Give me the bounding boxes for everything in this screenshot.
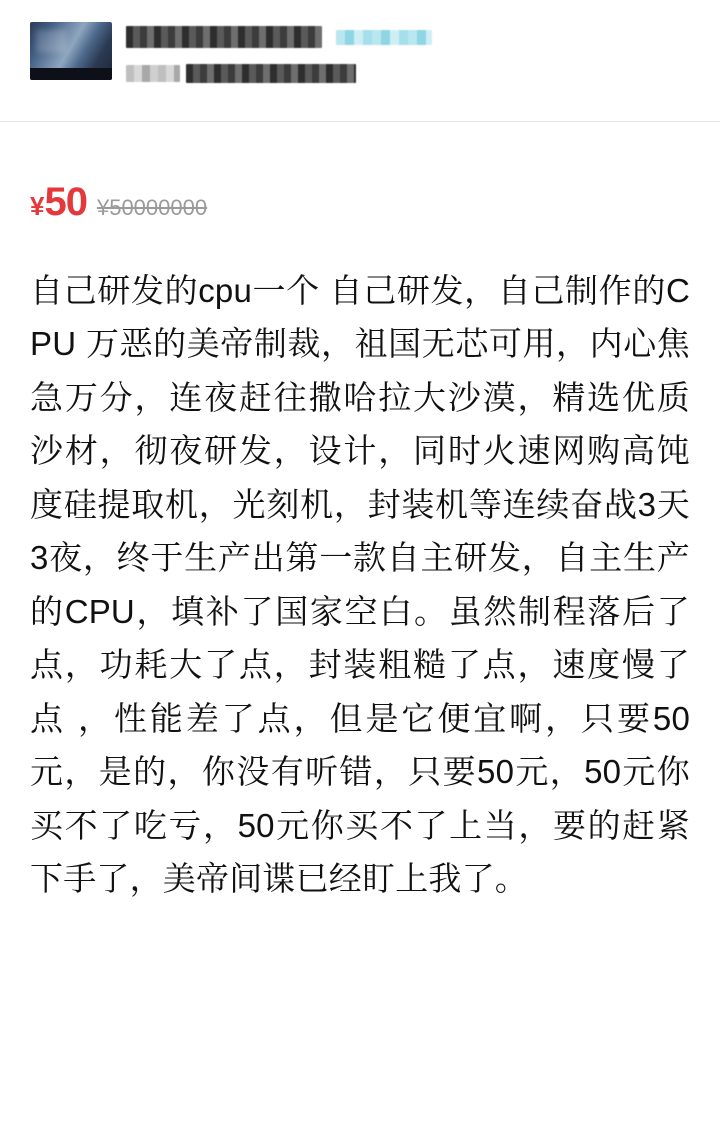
seller-subtitle-redacted	[126, 65, 180, 82]
seller-name-row	[126, 24, 690, 50]
currency-symbol: ¥	[30, 191, 44, 221]
seller-avatar[interactable]	[30, 22, 112, 80]
seller-subtitle-extra-redacted	[186, 64, 356, 83]
seller-info	[126, 22, 690, 84]
listing-description: 自己研发的cpu一个 自己研发，自己制作的CPU 万恶的美帝制裁，祖国无芯可用，内心焦急万分，连夜赶往撒哈拉大沙漠，精选优质沙材，彻夜研发，设计，同时火速网购高饨度硅提取机，光刻机，封装机等连续奋战3天3夜，终于生产出第一款自主研发，自主生产的CPU，填补了国家空白。虽然制程落后了点，功耗大了点，封装粗糙了点，速度慢了点 ，性能差了点，但是它便宜啊，只要50元，是的，你没有听错，只要50元，50元你买不了吃亏，50元你买不了上当，要的赶紧下手了，美帝间谍已经盯上我了。	[30, 272, 690, 897]
seller-subtitle-row	[126, 62, 690, 84]
original-price: ¥50000000	[96, 195, 208, 220]
price-row	[0, 122, 720, 222]
seller-name-redacted	[126, 26, 322, 48]
seller-header-inner	[30, 22, 690, 84]
current-price-value: 50	[44, 180, 87, 224]
seller-badge-redacted	[336, 30, 432, 45]
seller-header[interactable]	[0, 0, 720, 122]
current-price	[30, 182, 87, 222]
